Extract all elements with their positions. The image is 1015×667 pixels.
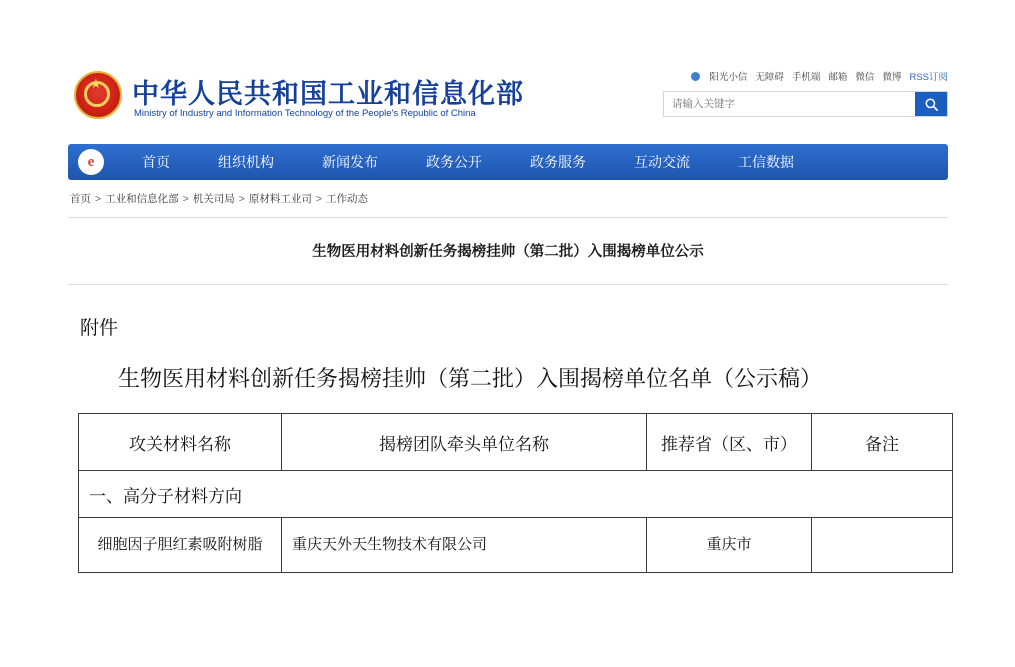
util-link-rss[interactable]: RSS订阅 xyxy=(909,72,948,83)
table-header-remark: 备注 xyxy=(812,414,953,471)
search-bar xyxy=(663,91,948,117)
table-header-organization: 揭榜团队牵头单位名称 xyxy=(282,414,647,471)
breadcrumb-separator: > xyxy=(182,192,189,205)
table-header-material: 攻关材料名称 xyxy=(79,414,282,471)
cell-remark xyxy=(812,518,953,573)
util-link-mail[interactable]: 邮箱 xyxy=(828,72,848,83)
table-row xyxy=(79,518,953,573)
site-title-cn: 中华人民共和国工业和信息化部 xyxy=(132,79,524,109)
utility-panel xyxy=(663,68,948,117)
nav-item-news[interactable]: 新闻发布 xyxy=(322,154,378,170)
search-icon xyxy=(924,97,939,112)
nav-item-government-affairs[interactable]: 政务公开 xyxy=(426,154,482,170)
table-header-row xyxy=(79,414,953,471)
util-link-weibo[interactable]: 微博 xyxy=(882,72,902,83)
attachment-label: 附件 xyxy=(80,318,119,339)
util-link-sunshine[interactable]: 阳光小信 xyxy=(709,72,748,83)
breadcrumb-separator: > xyxy=(95,192,102,205)
cell-material: 细胞因子胆红素吸附树脂 xyxy=(79,518,282,573)
utility-links xyxy=(663,68,948,84)
divider-top xyxy=(68,217,948,218)
util-link-accessibility[interactable]: 无障碍 xyxy=(755,72,784,83)
cell-province: 重庆市 xyxy=(647,518,812,573)
national-emblem-icon xyxy=(72,69,124,121)
breadcrumb-item-3[interactable]: 原材料工业司 xyxy=(248,193,312,205)
search-input[interactable] xyxy=(664,92,915,116)
site-title-en: Ministry of Industry and Information Technology of the People's Republic of China xyxy=(134,108,476,119)
cell-organization: 重庆天外天生物技术有限公司 xyxy=(282,518,647,573)
breadcrumb-separator: > xyxy=(238,192,245,205)
nav-item-interaction[interactable]: 互动交流 xyxy=(634,154,690,170)
table-header-province: 推荐省（区、市） xyxy=(647,414,812,471)
site-header xyxy=(68,46,948,140)
breadcrumb-item-2[interactable]: 机关司局 xyxy=(192,193,235,205)
listing-table xyxy=(78,413,953,573)
page-title: 生物医用材料创新任务揭榜挂帅（第二批）入围揭榜单位公示 xyxy=(312,244,704,260)
table-section-label: 一、高分子材料方向 xyxy=(79,471,953,518)
breadcrumb-separator: > xyxy=(315,192,323,205)
search-button[interactable] xyxy=(915,92,947,116)
breadcrumb-item-0[interactable]: 首页 xyxy=(70,193,91,205)
main-nav xyxy=(68,144,948,180)
divider-under-title xyxy=(68,284,948,285)
sunlight-dot-icon xyxy=(691,72,700,81)
emblem-star: ★ xyxy=(90,76,102,91)
attachment-title: 生物医用材料创新任务揭榜挂帅（第二批）入围揭榜单位名单（公示稿） xyxy=(118,366,823,391)
breadcrumb-item-1[interactable]: 工业和信息化部 xyxy=(105,193,179,205)
breadcrumb xyxy=(68,191,948,206)
nav-item-services[interactable]: 政务服务 xyxy=(530,154,586,170)
nav-item-organization[interactable]: 组织机构 xyxy=(218,154,274,170)
util-link-wechat[interactable]: 微信 xyxy=(855,72,875,83)
breadcrumb-item-4[interactable]: 工作动态 xyxy=(326,193,369,205)
nav-item-data[interactable]: 工信数据 xyxy=(738,154,794,170)
document-sheet xyxy=(68,46,948,621)
nav-item-home[interactable]: 首页 xyxy=(142,154,170,170)
e-government-icon[interactable]: e xyxy=(78,149,104,175)
util-link-mobile[interactable]: 手机端 xyxy=(791,72,821,83)
table-section-row xyxy=(79,471,953,518)
